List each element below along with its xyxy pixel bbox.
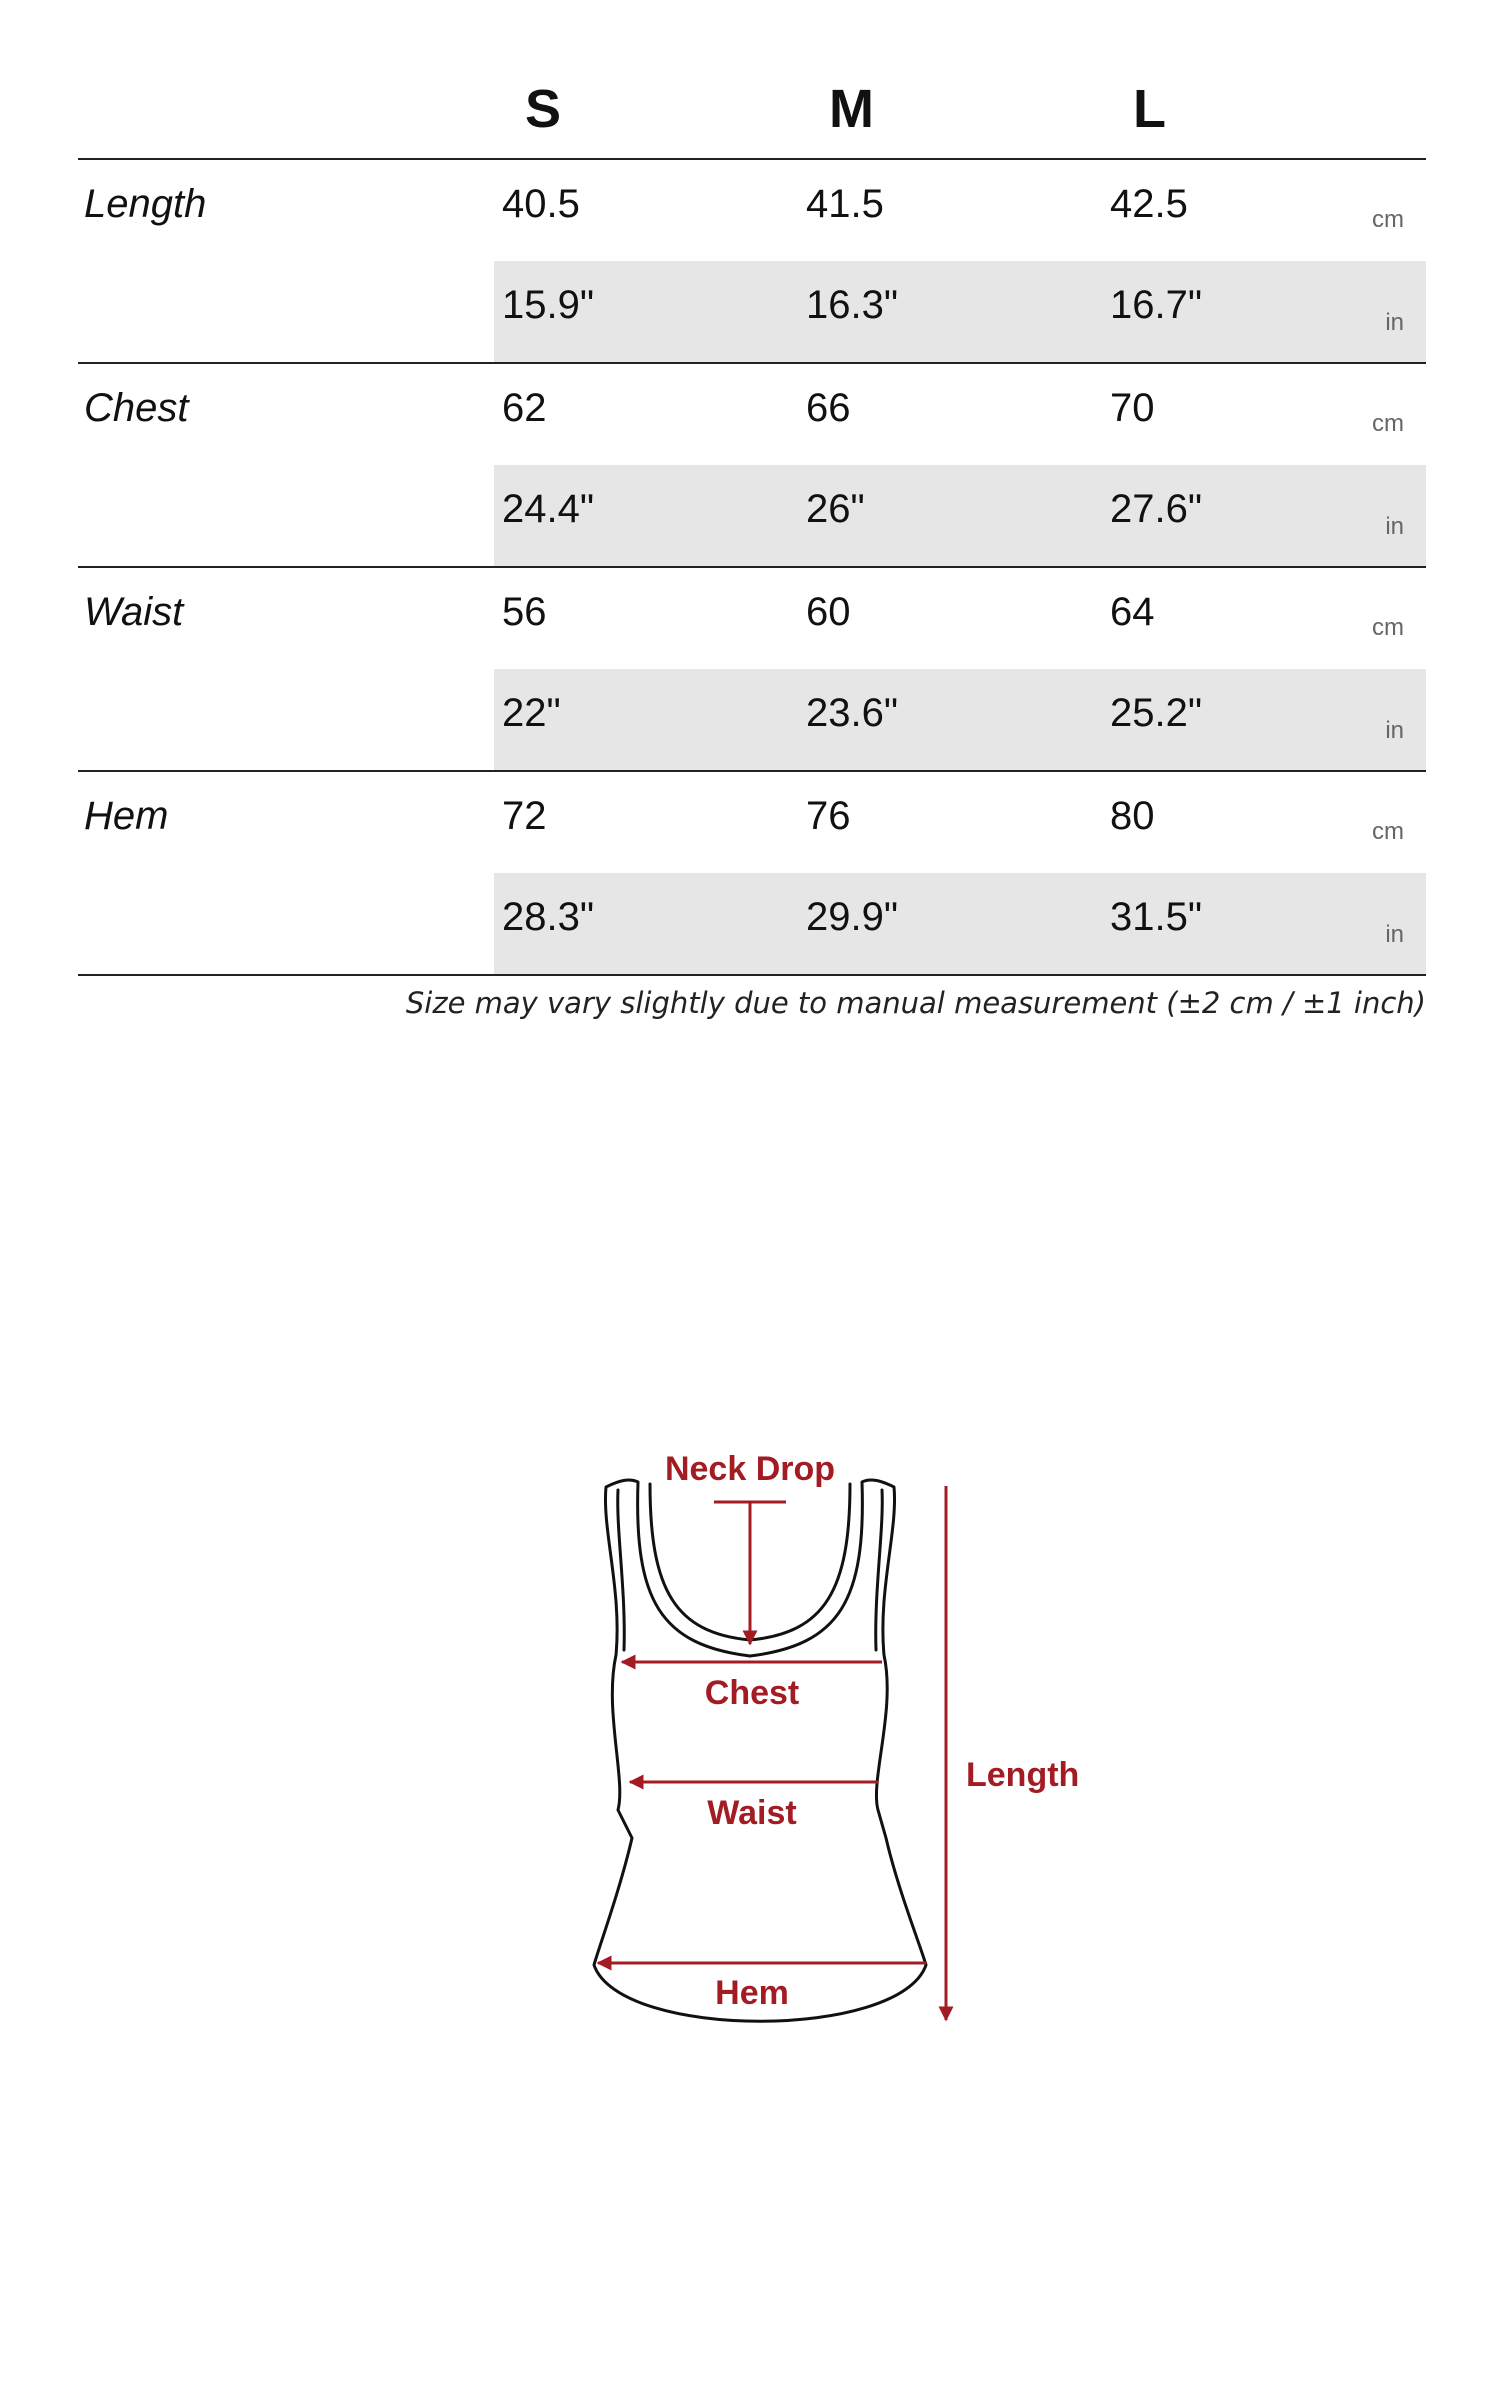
cm-row bbox=[494, 364, 1426, 467]
size-header-l: L bbox=[1133, 79, 1166, 139]
value-cell: 60 bbox=[806, 590, 851, 634]
inch-row bbox=[494, 465, 1426, 566]
value-cell: 31.5" bbox=[1110, 895, 1203, 939]
value-cell: 23.6" bbox=[806, 691, 899, 735]
length-label: Length bbox=[966, 1756, 1080, 1794]
size-header-row bbox=[78, 60, 1426, 160]
value-cell: 29.9" bbox=[806, 895, 899, 939]
value-cell: 28.3" bbox=[502, 895, 595, 939]
chest-label: Chest bbox=[704, 1674, 800, 1712]
value-cell: 62 bbox=[502, 386, 547, 430]
value-cell: 42.5 bbox=[1110, 182, 1188, 226]
value-cell: 66 bbox=[806, 386, 851, 430]
hem-label: Hem bbox=[715, 1974, 789, 2012]
value-cell: 76 bbox=[806, 794, 851, 838]
value-cell: 25.2" bbox=[1110, 691, 1203, 735]
unit-label: in bbox=[1385, 513, 1404, 540]
measurement-note: Size may vary slightly due to manual measurement (±2 cm / ±1 inch) bbox=[405, 986, 1426, 1020]
inch-row bbox=[494, 261, 1426, 362]
measurement-group-hem bbox=[78, 772, 1426, 976]
measurement-group-waist bbox=[78, 568, 1426, 772]
value-cell: 27.6" bbox=[1110, 487, 1203, 531]
measurement-group-chest bbox=[78, 364, 1426, 568]
waist-label: Waist bbox=[707, 1794, 797, 1832]
value-cell: 16.3" bbox=[806, 283, 899, 327]
unit-label: cm bbox=[1372, 410, 1404, 437]
size-chart-table bbox=[78, 60, 1426, 976]
measurement-label: Waist bbox=[84, 590, 184, 634]
unit-label: in bbox=[1385, 921, 1404, 948]
measurement-label: Hem bbox=[84, 794, 169, 838]
unit-label: cm bbox=[1372, 614, 1404, 641]
value-cell: 64 bbox=[1110, 590, 1155, 634]
value-cell: 40.5 bbox=[502, 182, 580, 226]
value-cell: 15.9" bbox=[502, 283, 595, 327]
size-header-m: M bbox=[829, 79, 874, 139]
value-cell: 41.5 bbox=[806, 182, 884, 226]
unit-label: in bbox=[1385, 717, 1404, 744]
cm-row bbox=[494, 160, 1426, 263]
value-cell: 24.4" bbox=[502, 487, 595, 531]
value-cell: 70 bbox=[1110, 386, 1155, 430]
inch-row bbox=[494, 669, 1426, 770]
inch-row bbox=[494, 873, 1426, 974]
unit-label: in bbox=[1385, 309, 1404, 336]
value-cell: 22" bbox=[502, 691, 561, 735]
value-cell: 26" bbox=[806, 487, 865, 531]
measurement-group-length bbox=[78, 160, 1426, 364]
cm-row bbox=[494, 772, 1426, 875]
size-header-s: S bbox=[525, 79, 562, 139]
unit-label: cm bbox=[1372, 206, 1404, 233]
cm-row bbox=[494, 568, 1426, 671]
unit-label: cm bbox=[1372, 818, 1404, 845]
tank-top-measurement-diagram bbox=[500, 1400, 1100, 2050]
value-cell: 16.7" bbox=[1110, 283, 1203, 327]
neck-drop-label: Neck Drop bbox=[664, 1450, 836, 1488]
measurement-label: Chest bbox=[84, 386, 189, 430]
measurement-label: Length bbox=[84, 182, 207, 226]
value-cell: 56 bbox=[502, 590, 547, 634]
value-cell: 80 bbox=[1110, 794, 1155, 838]
value-cell: 72 bbox=[502, 794, 547, 838]
tank-top-outline bbox=[594, 1480, 926, 2021]
